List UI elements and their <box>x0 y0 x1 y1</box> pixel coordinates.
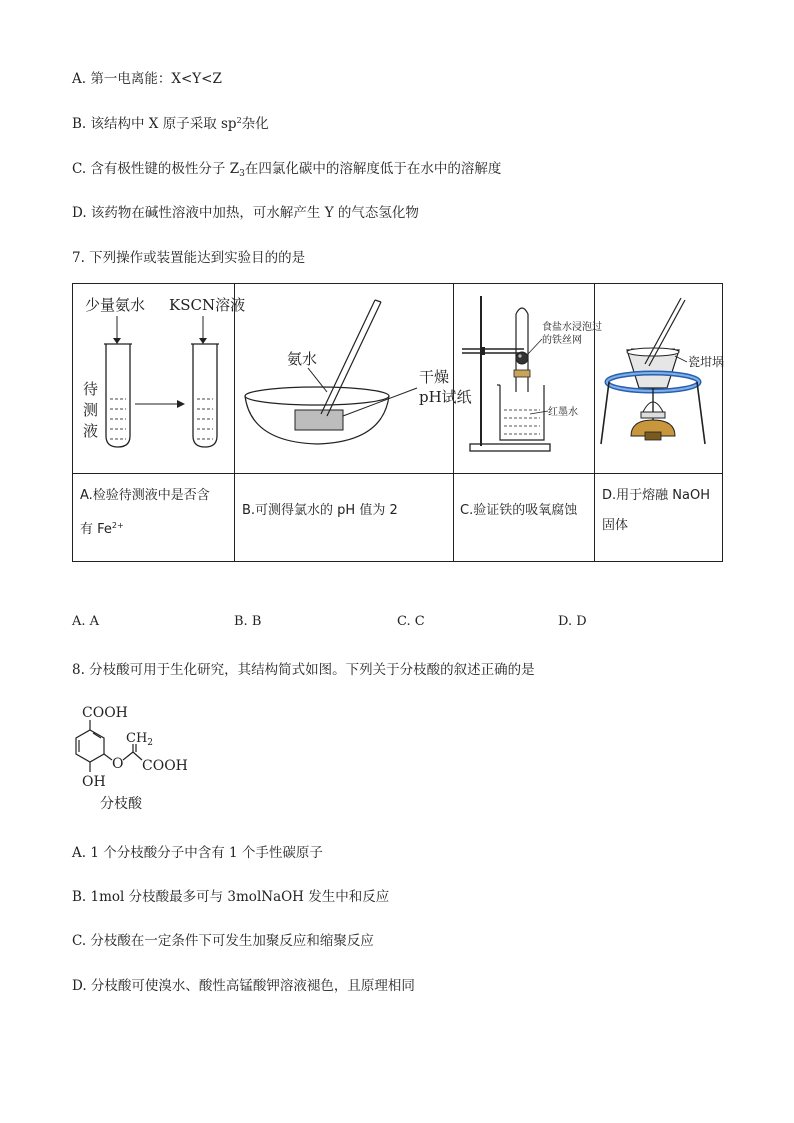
structure-oh: OH <box>82 774 106 790</box>
figure-b-label-paper: pH试纸 <box>419 388 472 406</box>
q8-option-b: B. 1mol 分枝酸最多可与 3molNaOH 发生中和反应 <box>72 889 390 905</box>
q7-table <box>72 283 725 561</box>
figure-a-test-tubes <box>73 284 246 472</box>
figure-d-crucible <box>595 284 725 472</box>
figure-b-ph-dish <box>235 284 472 472</box>
structure-o: O <box>112 756 124 772</box>
structure-cooh-top: COOH <box>82 705 128 721</box>
q6-option-d: D. 该药物在碱性溶液中加热，可水解产生 Y 的气态氢化物 <box>72 205 419 221</box>
structure-cooh-right: COOH <box>142 758 188 774</box>
figure-a-liquid-3: 液 <box>83 422 99 440</box>
figure-a-liquid-2: 测 <box>83 401 99 419</box>
figure-b-label-ammonia: 氨水 <box>287 350 318 368</box>
figure-c-label-ink: 红墨水 <box>548 407 578 418</box>
q8-option-a: A. 1 个分枝酸分子中含有 1 个手性碳原子 <box>72 845 323 861</box>
q7-choice-a[interactable]: A. A <box>72 614 100 629</box>
q8-option-d: D. 分枝酸可使溴水、酸性高锰酸钾溶液褪色，且原理相同 <box>72 978 415 994</box>
caption-b: B.可测得氯水的 pH 值为 2 <box>242 503 398 518</box>
figure-c-corrosion-apparatus <box>454 284 602 472</box>
q7-choice-d[interactable]: D. D <box>558 614 587 629</box>
q8-option-c: C. 分枝酸在一定条件下可发生加聚反应和缩聚反应 <box>72 933 374 949</box>
figure-a-reagent1: 少量氨水 <box>85 296 146 314</box>
q6-option-c: C. 含有极性键的极性分子 $Z_3$在四氯化碳中的溶解度低于在水中的溶解度 <box>72 161 502 179</box>
caption-d: D.用于熔融 NaOH 固体 <box>602 488 710 533</box>
figure-c-label-mesh-2: 的铁丝网 <box>542 335 582 346</box>
figure-a-reagent2: KSCN溶液 <box>169 296 246 314</box>
figure-a-liquid-1: 待 <box>83 380 99 398</box>
q7-choice-c[interactable]: C. C <box>397 614 425 629</box>
q6-option-a: A. 第一电离能：X<Y<Z <box>72 71 222 87</box>
structure-name: 分枝酸 <box>100 796 142 812</box>
figure-d-label-crucible: 瓷坩埚 <box>688 355 725 369</box>
structure-ch2: $CH_2$ <box>126 731 154 748</box>
figure-b-label-dry: 干燥 <box>419 368 450 386</box>
caption-c: C.验证铁的吸氧腐蚀 <box>460 503 578 518</box>
q8-stem: 8. 分枝酸可用于生化研究，其结构简式如图。下列关于分枝酸的叙述正确的是 <box>72 662 535 678</box>
table-divider <box>72 473 722 474</box>
q7-choice-b[interactable]: B. B <box>234 614 262 629</box>
caption-a: A.检验待测液中是否含 有 $Fe^{2+}$ <box>80 488 210 537</box>
figure-c-label-mesh-1: 食盐水浸泡过 <box>542 322 602 333</box>
q7-stem: 7. 下列操作或装置能达到实验目的的是 <box>72 250 306 266</box>
q6-option-b: B. 该结构中 X 原子采取 $sp^2$杂化 <box>72 116 269 132</box>
chorismic-acid-structure <box>62 698 202 794</box>
